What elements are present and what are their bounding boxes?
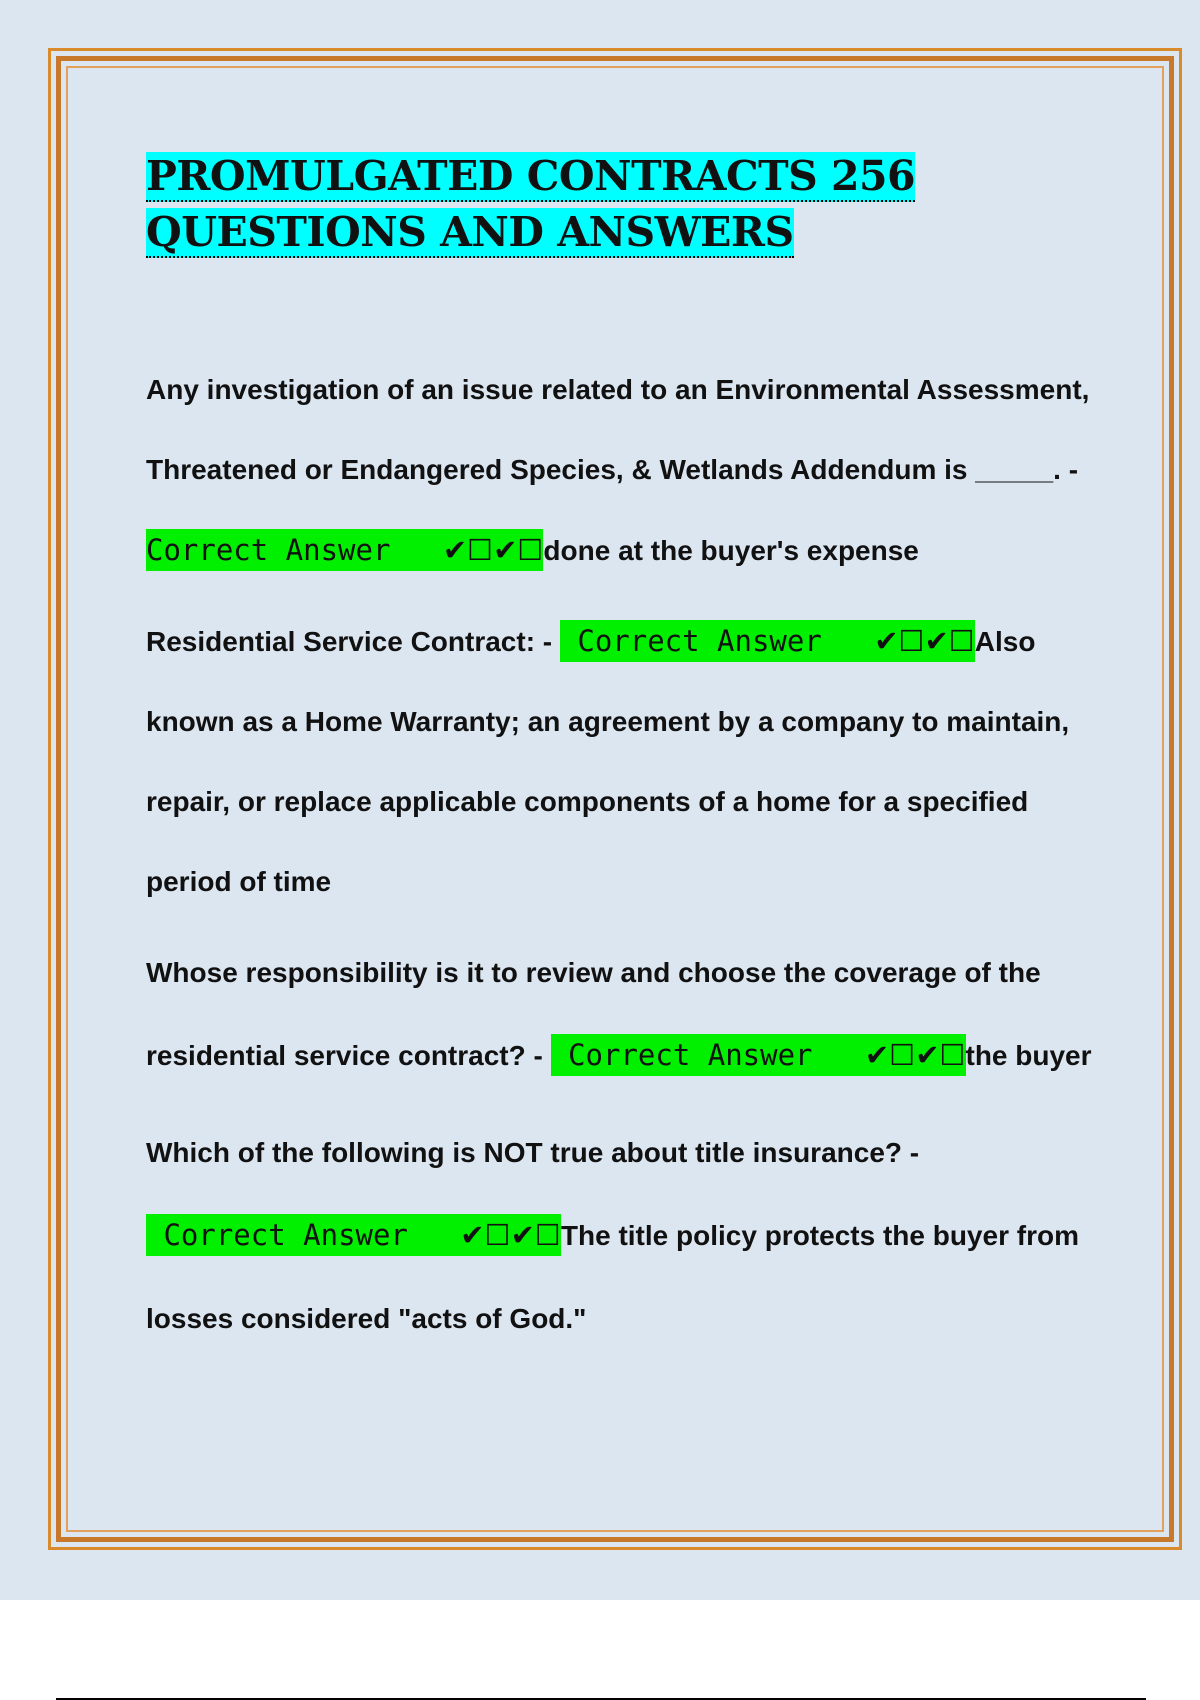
qa-item	[146, 350, 1106, 591]
question-text: Any investigation of an issue related to an Environmental Assessment, Threatened or Endangered Species, & Wetlands Addendum is _____. -	[146, 374, 1090, 485]
question-text: Residential Service Contract: -	[146, 626, 560, 657]
correct-answer-label: Correct Answer	[163, 1218, 408, 1252]
correct-answer-label: Correct Answer	[146, 533, 391, 567]
check-marks-icon: ✔☐✔☐	[442, 533, 544, 567]
title-line-2: QUESTIONS AND ANSWERS	[146, 208, 794, 256]
answer-text: Also known as a Home Warranty; an agreement by a company to maintain, repair, or replace applicable components of a home for a specified period of time	[146, 626, 1070, 897]
correct-answer-tag	[560, 620, 975, 662]
answer-text: The title policy protects the buyer from losses considered "acts of God."	[146, 1220, 1079, 1334]
correct-answer-tag	[146, 1214, 561, 1256]
qa-item	[146, 932, 1106, 1097]
document-content	[146, 148, 1106, 1360]
correct-answer-tag	[551, 1034, 966, 1076]
check-marks-icon: ✔☐✔☐	[460, 1218, 561, 1252]
document-title	[146, 148, 1106, 260]
answer-text: done at the buyer's expense	[543, 535, 919, 566]
check-marks-icon: ✔☐✔☐	[874, 624, 975, 658]
question-text: Whose responsibility is it to review and choose the coverage of the residential service contract? -	[146, 957, 1041, 1071]
title-line-1: PROMULGATED CONTRACTS 256	[146, 152, 916, 200]
correct-answer-label: Correct Answer	[568, 1038, 813, 1072]
qa-item	[146, 601, 1106, 922]
question-text: Which of the following is NOT true about title insurance? -	[146, 1137, 920, 1168]
check-marks-icon: ✔☐✔☐	[864, 1038, 966, 1072]
correct-answer-label: Correct Answer	[577, 624, 822, 658]
qa-item	[146, 1111, 1106, 1360]
correct-answer-tag	[146, 529, 543, 571]
answer-text: the buyer	[965, 1040, 1092, 1071]
